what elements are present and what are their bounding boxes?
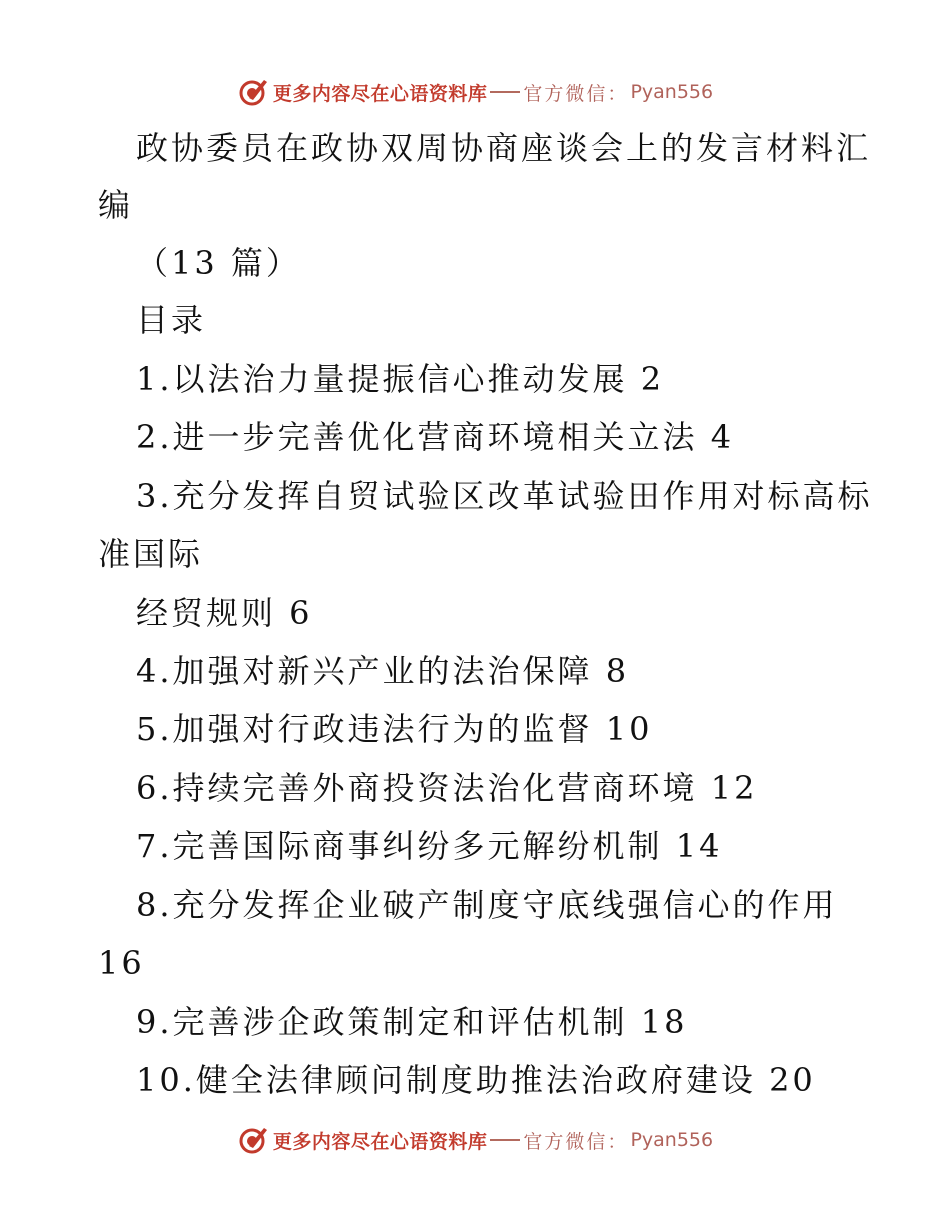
- banner-site-text: 更多内容尽在心语资料库: [272, 82, 488, 105]
- toc-item: 3.充分发挥自贸试验区改革试验田作用对标高标: [136, 477, 873, 515]
- toc-item: 10.健全法律顾问制度助推法治政府建设 20: [136, 1061, 816, 1099]
- brush-circle-logo-icon: [237, 76, 269, 108]
- toc-item: 4.加强对新兴产业的法治保障 8: [136, 652, 630, 690]
- document-title-line-1: 政协委员在政协双周协商座谈会上的发言材料汇: [136, 129, 872, 167]
- banner-official-label: 官方微信: [523, 82, 608, 105]
- toc-item: 7.完善国际商事纠纷多元解纷机制 14: [136, 827, 723, 865]
- banner-colon: ：: [607, 1130, 627, 1153]
- brush-circle-logo-icon: [237, 1124, 269, 1156]
- banner-colon: ：: [607, 82, 627, 105]
- toc-item: 8.充分发挥企业破产制度守底线强信心的作用: [136, 886, 838, 924]
- toc-item-continuation: 经贸规则 6: [136, 594, 313, 632]
- banner-site-text: 更多内容尽在心语资料库: [272, 1130, 488, 1153]
- document-title-line-2: 编: [98, 186, 134, 224]
- banner-official-label: 官方微信: [523, 1130, 608, 1153]
- footer-banner: [0, 1120, 950, 1160]
- toc-item: 6.持续完善外商投资法治化营商环境 12: [136, 769, 758, 807]
- banner-wechat-id: Pyan556: [630, 1129, 714, 1151]
- toc-item: 1.以法治力量提振信心推动发展 2: [136, 360, 665, 398]
- toc-item: 9.完善涉企政策制定和评估机制 18: [136, 1003, 688, 1041]
- toc-item: 2.进一步完善优化营商环境相关立法 4: [136, 418, 735, 456]
- toc-item: 5.加强对行政违法行为的监督 10: [136, 710, 653, 748]
- banner-dash: [490, 91, 520, 93]
- toc-heading: 目录: [136, 301, 207, 339]
- document-count: （13 篇）: [136, 244, 301, 282]
- banner-dash: [490, 1139, 520, 1141]
- banner-wechat-id: Pyan556: [630, 81, 714, 103]
- header-banner: [0, 72, 950, 112]
- toc-item-continuation: 准国际: [98, 535, 204, 573]
- toc-item-continuation: 16: [98, 944, 145, 982]
